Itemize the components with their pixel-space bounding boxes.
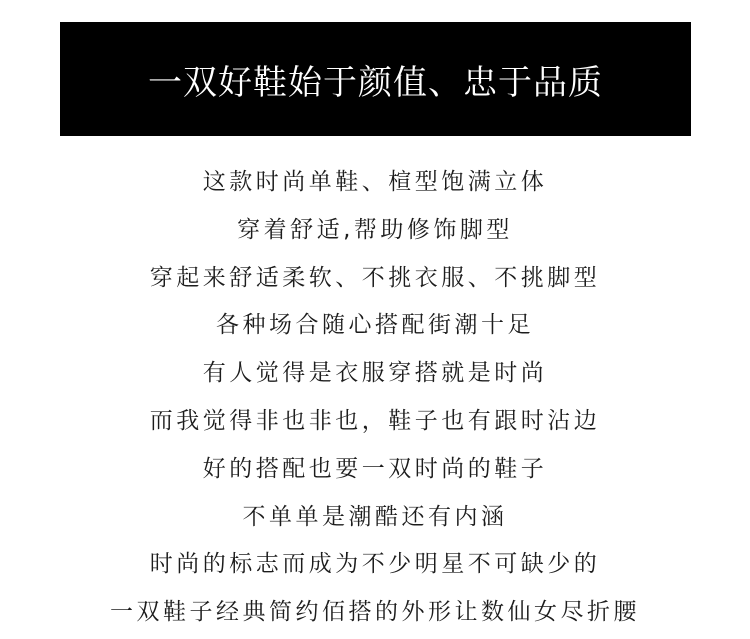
description-line: 各种场合随心搭配街潮十足 (216, 312, 534, 339)
description-line: 时尚的标志而成为不少明星不可缺少的 (149, 551, 601, 578)
banner-title: 一双好鞋始于颜值、忠于品质 (148, 62, 603, 103)
description-line: 而我觉得非也非也，鞋子也有跟时沾边 (149, 407, 601, 434)
description-line: 穿起来舒适柔软、不挑衣服、不挑脚型 (149, 264, 601, 291)
description-line: 有人觉得是衣服穿搭就是时尚 (202, 360, 548, 387)
description-line: 好的搭配也要一双时尚的鞋子 (202, 455, 548, 482)
description-line: 穿着舒适,帮助修饰脚型 (237, 216, 513, 243)
title-banner (60, 22, 691, 136)
description-text-block (0, 159, 750, 637)
description-line: 这款时尚单鞋、楦型饱满立体 (202, 169, 548, 195)
description-line: 一双鞋子经典简约佰搭的外形让数仙女尽折腰 (110, 599, 640, 626)
description-line: 不单单是潮酷还有内涵 (242, 503, 508, 530)
